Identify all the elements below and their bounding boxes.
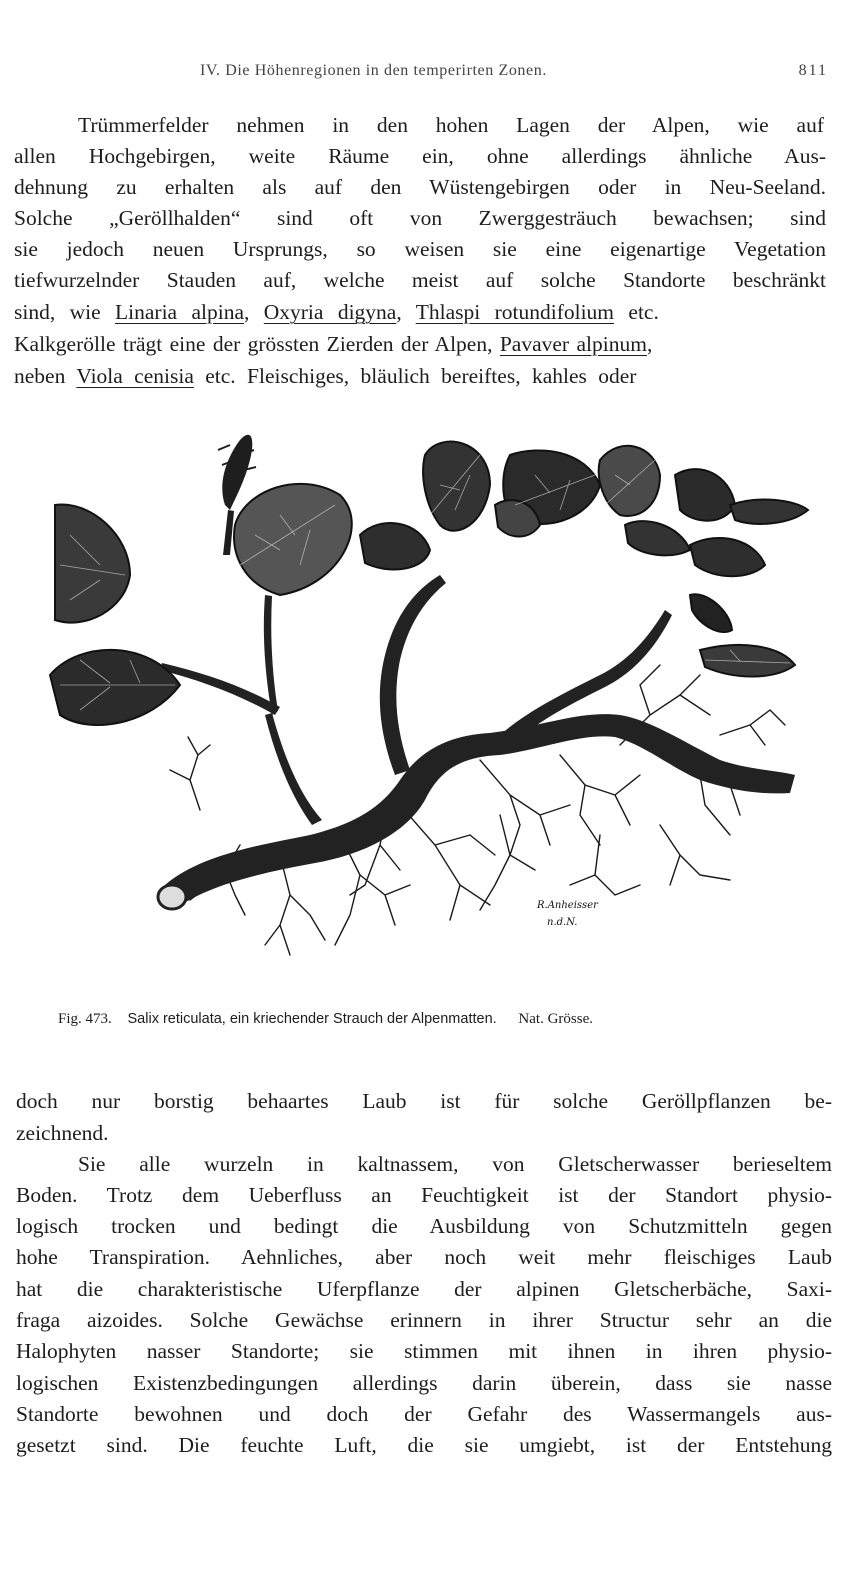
text-line: logischen Existenzbedingungen allerdings darin überein, dass sie nasse xyxy=(16,1371,832,1395)
text-line: tiefwurzelnder Stauden auf, welche meist auf solche Standorte beschränkt xyxy=(14,268,826,292)
running-header xyxy=(0,62,850,86)
text-line: doch nur borstig behaartes Laub ist für solche Geröllpflanzen be- xyxy=(16,1089,832,1113)
figure-label: Fig. 473. xyxy=(58,1011,112,1027)
artist-signature xyxy=(536,900,599,928)
salix-reticulata-illustration xyxy=(40,415,820,995)
species-viola: Viola cenisia xyxy=(76,364,194,388)
text-line: hat die charakteristische Uferpflanze der alpinen Gletscherbäche, Saxi- xyxy=(16,1277,832,1301)
creeping-stem xyxy=(158,575,795,909)
figure-caption-text: Salix reticulata, ein kriechender Strauch der Alpenmatten. xyxy=(127,1011,497,1027)
signature-name: R.Anheisser xyxy=(537,900,598,911)
root-system xyxy=(170,665,785,955)
figure-caption xyxy=(58,1011,798,1035)
species-oxyria: Oxyria digyna xyxy=(263,300,397,324)
text-line: logisch trocken und bedingt die Ausbildung von Schutzmitteln gegen xyxy=(16,1214,832,1238)
text-line: dehnung zu erhalten als auf den Wüstengebirgen oder in Neu-Seeland. xyxy=(14,175,826,199)
text-line: fraga aizoides. Solche Gewächse erinnern in ihrer Structur sehr an die xyxy=(16,1308,832,1332)
running-title: IV. Die Höhenregionen in den temperirten Zonen. xyxy=(200,62,547,79)
page-number: 811 xyxy=(798,62,828,79)
species-linaria: Linaria alpina xyxy=(115,300,244,324)
text-line: Standorte bewohnen und doch der Gefahr des Wassermangels aus- xyxy=(16,1402,832,1426)
text-line: Kalkgerölle trägt eine der grössten Zierden der Alpen, Pavaver alpinum, xyxy=(14,332,653,356)
text-line: sind, wie Linaria alpina, Oxyria digyna, Thlaspi rotundifolium etc. xyxy=(14,300,659,324)
text-line: zeichnend. xyxy=(16,1121,109,1145)
text-line: neben Viola cenisia etc. Fleischiges, bläulich bereiftes, kahles oder xyxy=(14,364,637,388)
species-papaver: Pavaver alpinum xyxy=(499,332,647,356)
text-line: allen Hochgebirgen, weite Räume ein, ohne allerdings ähnliche Aus- xyxy=(14,144,826,168)
text-line: hohe Transpiration. Aehnliches, aber noch weit mehr fleischiges Laub xyxy=(16,1245,832,1269)
text-line: Halophyten nasser Standorte; sie stimmen mit ihnen in ihren physio- xyxy=(16,1339,832,1363)
text-line: gesetzt sind. Die feuchte Luft, die sie umgiebt, ist der Entstehung xyxy=(16,1433,832,1457)
signature-note: n.d.N. xyxy=(547,917,578,928)
text-line: Solche „Geröllhalden“ sind oft von Zwerggesträuch bewachsen; sind xyxy=(14,206,826,230)
text-line: Boden. Trotz dem Ueberfluss an Feuchtigkeit ist der Standort physio- xyxy=(16,1183,832,1207)
text-line: Trümmerfelder nehmen in den hohen Lagen der Alpen, wie auf xyxy=(78,113,824,137)
text-line: sie jedoch neuen Ursprungs, so weisen sie eine eigenartige Vegetation xyxy=(14,237,826,261)
species-thlaspi: Thlaspi rotundifolium xyxy=(415,300,615,324)
text-line: Sie alle wurzeln in kaltnassem, von Gletscherwasser berieseltem xyxy=(78,1152,832,1176)
figure-scale-note: Nat. Grösse. xyxy=(518,1011,593,1027)
